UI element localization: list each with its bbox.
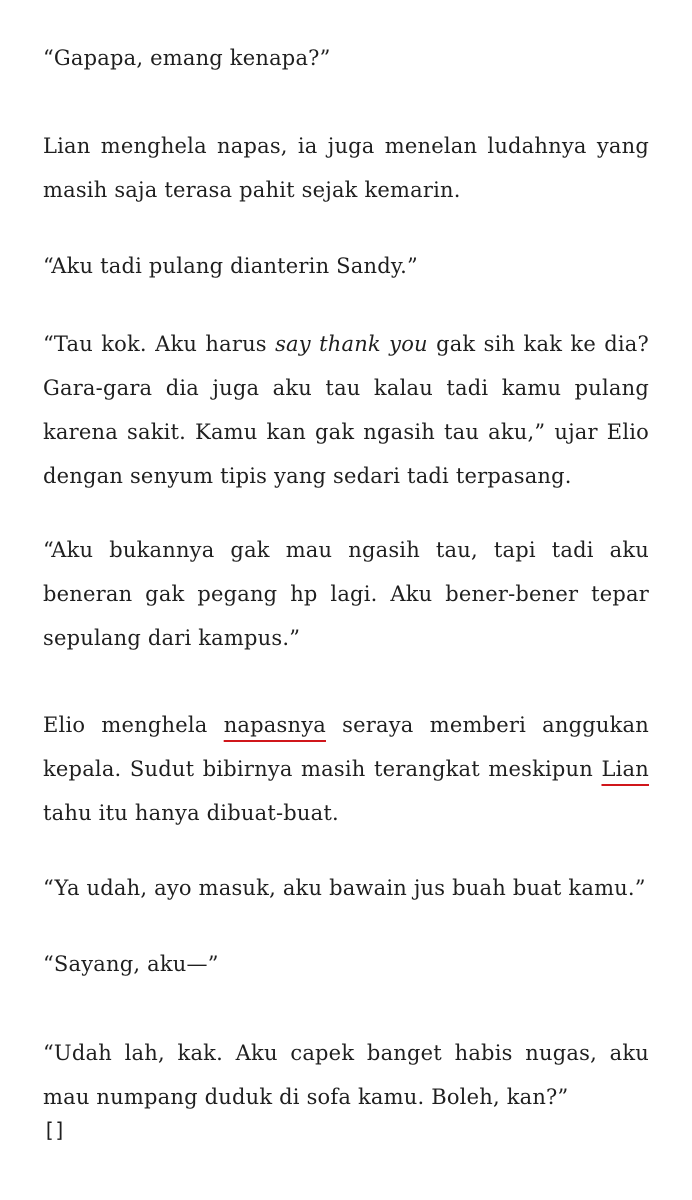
- paragraph-9: “Udah lah, kak. Aku capek banget habis nugas, aku mau numpang duduk di sofa kamu. Boleh, kan?”: [43, 1041, 649, 1109]
- spellcheck-flagged-word-napasnya[interactable]: napasnya: [223, 713, 326, 737]
- paragraph-4-italic-phrase: say thank you: [275, 332, 428, 356]
- paragraph-8: “Sayang, aku—”: [43, 952, 219, 976]
- document-body[interactable]: [43, 0, 649, 1200]
- paragraph-4-text-before: “Tau kok. Aku harus: [43, 332, 276, 356]
- paragraph-6-text-3: tahu itu hanya dibuat-buat.: [43, 801, 339, 825]
- paragraph-5: “Aku bukannya gak mau ngasih tau, tapi tadi aku beneran gak pegang hp lagi. Aku bener-bener tepar sepulang dari kampus.”: [43, 538, 649, 650]
- paragraph-6: [43, 703, 649, 835]
- text-cursor-brackets: []: [43, 1118, 66, 1142]
- paragraph-6-text-1: Elio menghela: [43, 713, 224, 737]
- paragraph-2: Lian menghela napas, ia juga menelan ludahnya yang masih saja terasa pahit sejak kemarin.: [43, 134, 649, 202]
- paragraph-7: “Ya udah, ayo masuk, aku bawain jus buah buat kamu.”: [43, 876, 646, 900]
- paragraph-4-text-after: gak sih kak ke dia? Gara-gara dia juga aku tau kalau tadi kamu pulang karena sakit. Kamu kan gak ngasih tau aku,” ujar Elio dengan senyum tipis yang sedari tadi terpasang.: [43, 332, 649, 488]
- paragraph-6-text-2: seraya memberi anggukan kepala. Sudut bibirnya masih terangkat meskipun: [43, 713, 649, 781]
- paragraph-3: “Aku tadi pulang dianterin Sandy.”: [43, 254, 418, 278]
- paragraph-4: [43, 322, 649, 498]
- paragraph-1: “Gapapa, emang kenapa?”: [43, 46, 331, 70]
- spellcheck-flagged-word-lian[interactable]: Lian: [601, 757, 649, 781]
